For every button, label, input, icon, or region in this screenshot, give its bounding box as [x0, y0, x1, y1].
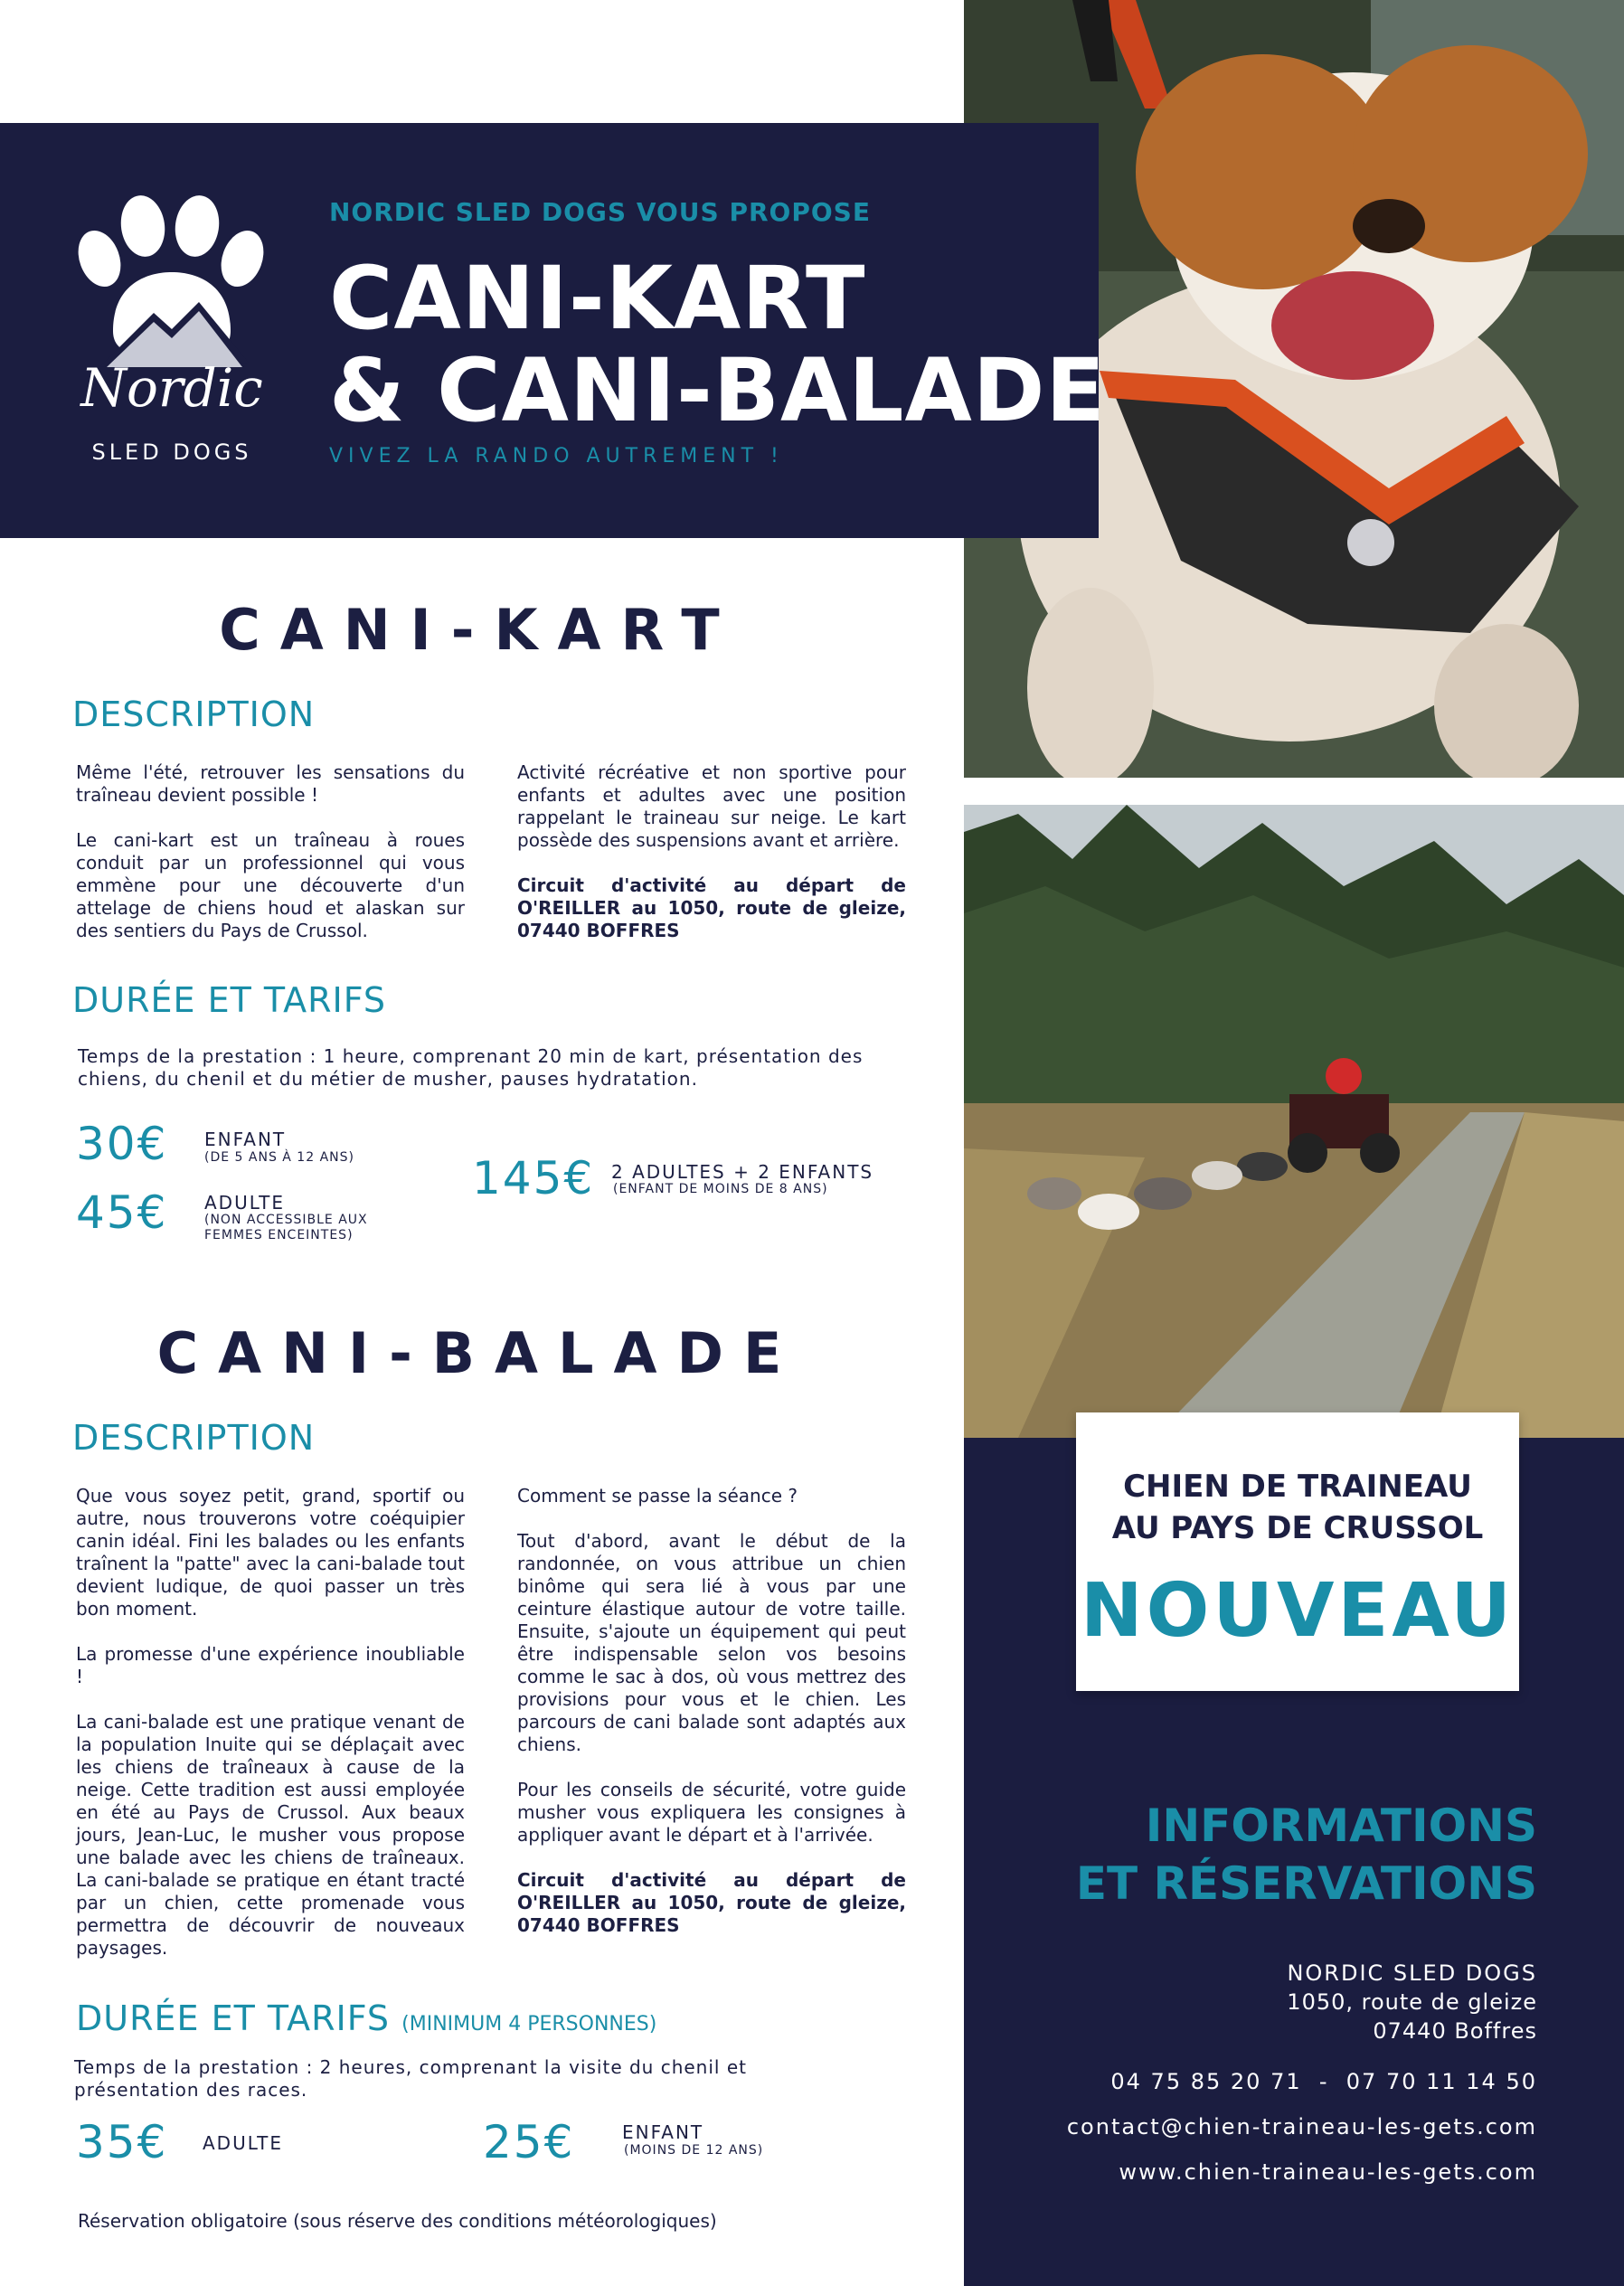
cani-kart-prestation: Temps de la prestation : 1 heure, comprenant 20 min de kart, présentation des chiens, du chenil et du métier de musher, pauses hydratation. — [78, 1045, 864, 1090]
reservation-footnote: Réservation obligatoire (sous réserve des conditions météorologiques) — [78, 2210, 717, 2232]
contact-phones[interactable]: 04 75 85 20 71 - 07 70 11 14 50 — [1110, 2069, 1537, 2094]
tarifs-minimum-note: (MINIMUM 4 PERSONNES) — [401, 2013, 657, 2036]
cani-balade-description-heading: DESCRIPTION — [72, 1418, 316, 1458]
cani-kart-description-col2 — [517, 761, 906, 965]
paragraph: Comment se passe la séance ? — [517, 1485, 798, 1507]
logo-subtitle: SLED DOGS — [91, 439, 252, 465]
price-amount: 35€ — [76, 2116, 168, 2168]
contact-website-link[interactable]: www.chien-traineau-les-gets.com — [1119, 2159, 1537, 2185]
circuit-address: Circuit d'activité au départ de O'REILLER au 1050, route de gleize, 07440 BOFFRES — [517, 874, 906, 941]
contact-address2: 07440 Boffres — [1373, 2018, 1537, 2044]
paragraph: Que vous soyez petit, grand, sportif ou autre, nous trouverons votre coéquipier canin idéal. Fini les balades ou les enfants traînent la "patte" avec la cani-balade tout devient ludique, de quoi passer un très bon moment. — [76, 1485, 465, 1620]
nouveau-card — [1076, 1412, 1519, 1691]
cani-balade-description-col2 — [517, 1485, 906, 1960]
info-heading-line2: ET RÉSERVATIONS — [1075, 1857, 1537, 1910]
cani-balade-prestation: Temps de la prestation : 2 heures, comprenant la visite du chenil et présentation des races. — [74, 2056, 747, 2101]
price-amount: 145€ — [472, 1152, 595, 1204]
card-line1: CHIEN DE TRAINEAU — [1123, 1469, 1472, 1505]
price-label: ADULTE — [204, 1192, 285, 1214]
paragraph: Activité récréative et non sportive pour enfants et adultes avec une position rappelant le traineau sur neige. Le kart possède des suspensions avant et arrière. — [517, 761, 906, 851]
cani-kart-description-heading: DESCRIPTION — [72, 694, 316, 734]
paragraph: Pour les conseils de sécurité, votre guide musher vous expliquera les consignes à appliquer avant le départ et à l'arrivée. — [517, 1779, 906, 1846]
paragraph: Même l'été, retrouver les sensations du traîneau devient possible ! — [76, 761, 465, 806]
cani-kart-description-col1 — [76, 761, 465, 965]
price-note: (NON ACCESSIBLE AUX FEMMES ENCEINTES) — [204, 1213, 368, 1242]
nouveau-badge: NOUVEAU — [1081, 1568, 1515, 1654]
price-amount: 25€ — [483, 2116, 575, 2168]
price-label: ENFANT — [204, 1129, 287, 1150]
tarifs-heading-text: DURÉE ET TARIFS — [76, 1998, 391, 2038]
logo-name: Nordic — [80, 357, 263, 419]
price-note: (DE 5 ANS À 12 ANS) — [204, 1150, 354, 1165]
contact-company: NORDIC SLED DOGS — [1287, 1960, 1537, 1986]
card-line2: AU PAYS DE CRUSSOL — [1111, 1510, 1484, 1546]
contact-address1: 1050, route de gleize — [1287, 1989, 1537, 2015]
main-title-line1: CANI-KART — [329, 248, 866, 349]
price-note: (ENFANT DE MOINS DE 8 ANS) — [613, 1182, 828, 1196]
info-heading-line1: INFORMATIONS — [1145, 1800, 1537, 1852]
paragraph: La cani-balade est une pratique venant de la population Inuite qui se déplaçait avec les chiens de traîneaux à cause de la neige. Cette tradition est aussi employée en été au Pays de Crussol. Aux beaux jours, Jean-Luc, le musher vous propose une balade avec les chiens de traîneaux. La cani-balade se pratique en étant tracté par un chien, cette promenade vous permettra de découvrir de nouveaux paysages. — [76, 1711, 465, 1959]
paw-mountain-icon — [72, 195, 271, 367]
photo-dog-team-kart — [964, 805, 1624, 1438]
cani-balade-description-col1 — [76, 1485, 465, 1982]
price-amount: 45€ — [76, 1186, 168, 1239]
main-title-line2: & CANI-BALADE — [329, 340, 1106, 441]
price-amount: 30€ — [76, 1118, 168, 1170]
contact-email-link[interactable]: contact@chien-traineau-les-gets.com — [1066, 2114, 1537, 2140]
price-label: ADULTE — [203, 2132, 283, 2154]
paragraph: Le cani-kart est un traîneau à roues conduit par un professionnel qui vous emmène pour une découverte d'un attelage de chiens houd et alaskan sur des sentiers du Pays de Crussol. — [76, 829, 465, 941]
cani-balade-tarifs-heading — [76, 1998, 656, 2038]
cani-kart-tarifs-heading: DURÉE ET TARIFS — [72, 980, 387, 1020]
paragraph: La promesse d'une expérience inoubliable ! — [76, 1643, 465, 1687]
price-note: (MOINS DE 12 ANS) — [624, 2143, 764, 2158]
price-label: ENFANT — [622, 2121, 704, 2143]
cani-kart-title: CANI-KART — [219, 597, 740, 663]
paragraph: Tout d'abord, avant le début de la randonnée, on vous attribue un chien binôme qui sera lié à vous par une ceinture élastique autour de votre taille. Ensuite, s'ajoute un équipement qui peut être indispensable selon vos besoins comme le sac à dos, où vous mettrez des provisions pour vous et le chien. Les parcours de cani balade sont adaptés aux chiens. — [517, 1530, 906, 1755]
cani-balade-title: CANI-BALADE — [156, 1320, 802, 1386]
price-label: 2 ADULTES + 2 ENFANTS — [611, 1161, 874, 1183]
header-tagline: VIVEZ LA RANDO AUTREMENT ! — [329, 445, 784, 468]
header-kicker: NORDIC SLED DOGS VOUS PROPOSE — [329, 197, 871, 227]
circuit-address: Circuit d'activité au départ de O'REILLER au 1050, route de gleize, 07440 BOFFRES — [517, 1869, 906, 1936]
